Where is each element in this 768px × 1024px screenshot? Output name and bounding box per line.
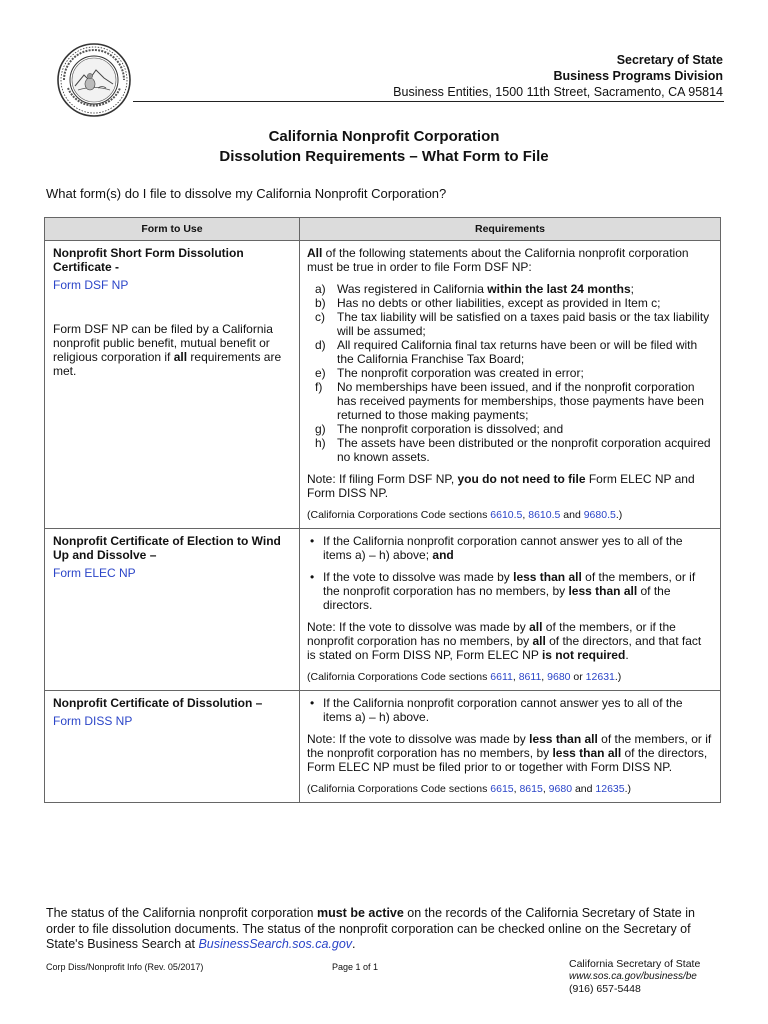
form-link-elec-np[interactable]: Form ELEC NP — [53, 566, 136, 580]
agency-header — [393, 52, 723, 100]
footer-phone: (916) 657-5448 — [569, 983, 641, 995]
form-link-diss-np[interactable]: Form DISS NP — [53, 714, 133, 728]
code-link-8615[interactable]: 8615 — [519, 783, 543, 795]
list-item: c) The tax liability will be satisfied on a taxes paid basis or the tax liability will be assumed; — [315, 310, 710, 338]
list-item: d) All required California final tax returns have been or will be filed with the California Franchise Tax Board; — [315, 338, 698, 366]
code-link-12635[interactable]: 12635 — [595, 783, 625, 795]
header-agency-name: Secretary of State — [616, 53, 723, 67]
table-row — [45, 691, 721, 803]
code-link-8611[interactable]: 8611 — [518, 671, 542, 683]
list-item: f) No memberships have been issued, and if the nonprofit corporation has received payments for memberships, those payments have been returned to those making payments; — [315, 380, 704, 422]
form-cell-diss — [45, 691, 300, 803]
requirements-cell-elec — [300, 529, 721, 691]
dsf-note: Note: If filing Form DSF NP, you do not need to file Form ELEC NP and Form DISS NP. — [307, 472, 695, 500]
code-link-6611[interactable]: 6611 — [490, 671, 513, 683]
list-item: h) The assets have been distributed or the nonprofit corporation acquired no known assets. — [315, 436, 711, 464]
title-line-1: California Nonprofit Corporation — [268, 128, 500, 145]
status-paragraph: The status of the California nonprofit corporation must be active on the records of the California Secretary of State in order to file dissolution documents. The status of the nonprofit corporation can be checked online on the Secretary of State's Business Search at BusinessSearch.sos.ca.gov. — [46, 906, 695, 951]
requirements-cell-dsf — [300, 241, 721, 529]
code-link-9680[interactable]: 9680 — [548, 783, 573, 795]
form-name-dsf: Nonprofit Short Form Dissolution Certificate - — [53, 246, 244, 274]
list-item: a) Was registered in California within the last 24 months; — [315, 282, 634, 296]
diss-bullet-list — [307, 696, 712, 724]
table-row — [45, 529, 721, 691]
list-item: • If the California nonprofit corporation cannot answer yes to all of the items a) – h) above. — [307, 696, 712, 724]
form-note-dsf: Form DSF NP can be filed by a California nonprofit public benefit, mutual benefit or religious corporation if all requirements are met. — [53, 322, 282, 378]
diss-note: Note: If the vote to dissolve was made by less than all of the members, or if the nonprofit corporation has no members, by less than all of the directors, Form ELEC NP must be filed prior to or together with Form DISS NP. — [307, 732, 712, 774]
code-link-6610-5[interactable]: 6610.5 — [490, 509, 523, 521]
requirements-cell-diss — [300, 691, 721, 803]
code-sections-elec: (California Corporations Code sections 6611, 8611, 9680 or 12631.) — [307, 671, 622, 683]
form-cell-dsf — [45, 241, 300, 529]
elec-bullet-list — [307, 534, 712, 612]
requirements-list — [307, 282, 712, 464]
title-line-2: Dissolution Requirements – What Form to File — [219, 148, 549, 165]
column-header-requirements: Requirements — [300, 218, 721, 241]
form-name-elec: Nonprofit Certificate of Election to Wind Up and Dissolve – — [53, 534, 281, 562]
footer-page-number: Page 1 of 1 — [332, 962, 379, 972]
requirements-intro: All of the following statements about the California nonprofit corporation must be true in order to file Form DSF NP: — [307, 246, 689, 274]
footer-form-revision: Corp Diss/Nonprofit Info (Rev. 05/2017) — [46, 962, 204, 972]
code-link-6615[interactable]: 6615 — [490, 783, 514, 795]
question-text: What form(s) do I file to dissolve my California Nonprofit Corporation? — [46, 186, 447, 201]
code-sections-diss: (California Corporations Code sections 6615, 8615, 9680 and 12635.) — [307, 783, 632, 795]
code-sections-dsf: (California Corporations Code sections 6610.5, 8610.5 and 9680.5.) — [307, 509, 623, 521]
list-item: • If the vote to dissolve was made by less than all of the members, or if the nonprofit corporation has no members, by less than all of the directors. — [307, 570, 712, 612]
header-divider — [133, 101, 724, 102]
list-item: g) The nonprofit corporation is dissolved; and — [315, 422, 564, 436]
table-row — [45, 241, 721, 529]
state-seal-icon — [56, 42, 132, 118]
code-link-9680-5[interactable]: 9680.5 — [583, 509, 616, 521]
elec-note: Note: If the vote to dissolve was made by all of the members, or if the nonprofit corporation has no members, by all of the directors, and that fact is stated on Form DISS NP, Form ELEC NP is not required. — [307, 620, 702, 662]
form-cell-elec — [45, 529, 300, 691]
list-item: b) Has no debts or other liabilities, except as provided in Item c; — [315, 296, 661, 310]
form-link-dsf-np[interactable]: Form DSF NP — [53, 278, 129, 292]
footer-contact — [569, 958, 700, 996]
list-item: • If the California nonprofit corporation cannot answer yes to all of the items a) – h) above; and — [307, 534, 712, 562]
header-address: Business Entities, 1500 11th Street, Sacramento, CA 95814 — [393, 85, 723, 99]
table-header-row — [45, 218, 721, 241]
requirements-table — [44, 217, 721, 803]
form-name-diss: Nonprofit Certificate of Dissolution – — [53, 696, 263, 710]
code-link-9680[interactable]: 9680 — [547, 671, 571, 683]
footer-agency: California Secretary of State — [569, 958, 701, 970]
column-header-form: Form to Use — [45, 218, 300, 241]
footer-website-link[interactable]: www.sos.ca.gov/business/be — [569, 970, 697, 982]
business-search-link[interactable]: BusinessSearch.sos.ca.gov — [198, 937, 353, 951]
code-link-12631[interactable]: 12631 — [585, 671, 615, 683]
list-item: e) The nonprofit corporation was created in error; — [315, 366, 584, 380]
document-title — [0, 127, 768, 167]
header-division: Business Programs Division — [553, 69, 723, 83]
code-link-8610-5[interactable]: 8610.5 — [528, 509, 561, 521]
